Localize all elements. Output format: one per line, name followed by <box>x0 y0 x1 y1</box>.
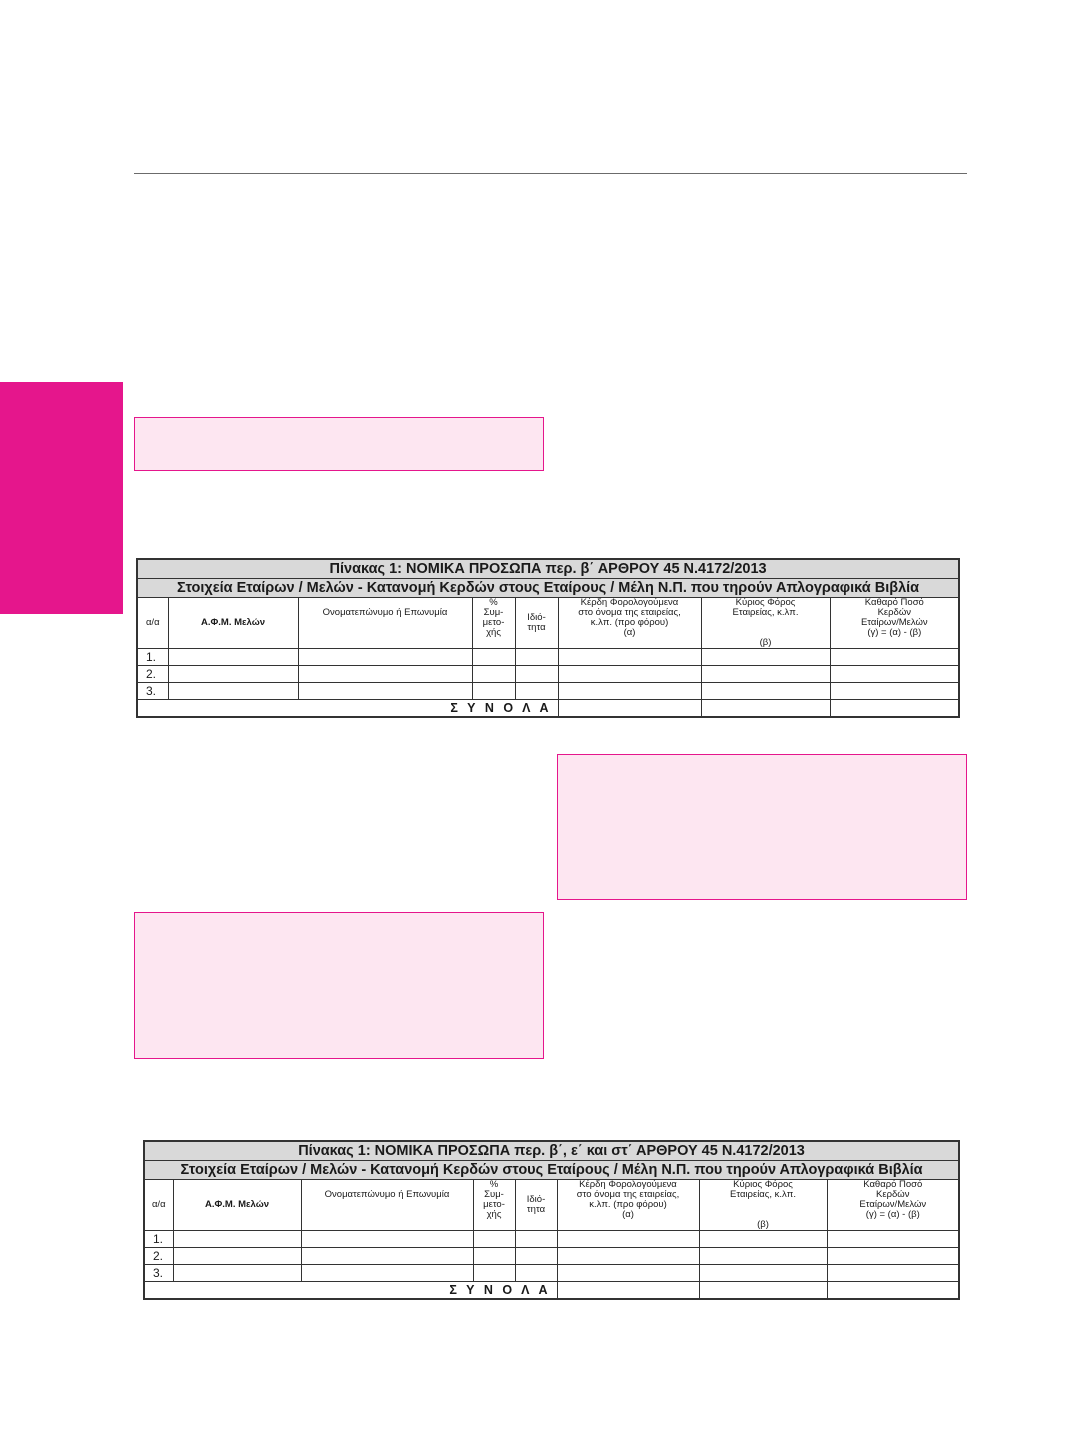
totals-row <box>137 700 959 718</box>
col-header-taxable-profits: Κέρδη Φορολογούμενα στο όνομα της εταιρείας, κ.λπ. (προ φόρου) (α) <box>558 598 701 649</box>
afm-cell[interactable] <box>173 1231 301 1248</box>
col-header-aa: α/α <box>144 1180 173 1231</box>
percentage-cell[interactable] <box>472 649 515 666</box>
identity-cell[interactable] <box>515 1265 557 1282</box>
afm-cell[interactable] <box>168 649 298 666</box>
tax-cell[interactable] <box>701 666 830 683</box>
total-profits-cell[interactable] <box>558 700 701 718</box>
name-cell[interactable] <box>298 649 472 666</box>
tax-cell[interactable] <box>701 683 830 700</box>
profits-cell[interactable] <box>558 683 701 700</box>
identity-cell[interactable] <box>515 1248 557 1265</box>
table-row <box>137 683 959 700</box>
table-row <box>137 666 959 683</box>
note-box-1 <box>134 417 544 471</box>
percentage-cell[interactable] <box>473 1231 515 1248</box>
col-header-main-tax: Κύριος Φόρος Εταιρείας, κ.λπ. (β) <box>701 598 830 649</box>
row-number: 3. <box>137 683 168 700</box>
totals-row <box>144 1282 959 1300</box>
section-side-tab <box>0 382 123 614</box>
tax-cell[interactable] <box>699 1265 827 1282</box>
row-number: 1. <box>137 649 168 666</box>
row-number: 2. <box>137 666 168 683</box>
total-net-cell[interactable] <box>827 1282 959 1300</box>
col-header-identity: Ιδιό- τητα <box>515 1180 557 1231</box>
percentage-cell[interactable] <box>472 683 515 700</box>
net-cell[interactable] <box>827 1231 959 1248</box>
identity-cell[interactable] <box>515 649 558 666</box>
total-tax-cell[interactable] <box>701 700 830 718</box>
net-cell[interactable] <box>830 683 959 700</box>
header-rule <box>134 173 967 174</box>
note-box-2 <box>557 754 967 900</box>
tax-cell[interactable] <box>699 1231 827 1248</box>
col-header-percentage: % Συμ- μετο- χής <box>472 598 515 649</box>
name-cell[interactable] <box>301 1231 473 1248</box>
percentage-cell[interactable] <box>473 1265 515 1282</box>
table-subtitle: Στοιχεία Εταίρων / Μελών - Κατανομή Κερδών στους Εταίρους / Μέλη Ν.Π. που τηρούν Απλογραφικά Βιβλία <box>144 1161 959 1180</box>
net-cell[interactable] <box>830 649 959 666</box>
identity-cell[interactable] <box>515 683 558 700</box>
col-header-aa: α/α <box>137 598 168 649</box>
row-number: 2. <box>144 1248 173 1265</box>
percentage-cell[interactable] <box>472 666 515 683</box>
col-header-afm: Α.Φ.Μ. Μελών <box>168 598 298 649</box>
form-table-2 <box>143 1140 958 1300</box>
table-row <box>144 1231 959 1248</box>
note-box-3 <box>134 912 544 1059</box>
profits-cell[interactable] <box>558 649 701 666</box>
col-header-name: Ονοματεπώνυμο ή Επωνυμία <box>298 598 472 649</box>
col-header-net-profits: Καθαρό Ποσό Κερδών Εταίρων/Μελών (γ) = (α) - (β) <box>827 1180 959 1231</box>
col-header-main-tax: Κύριος Φόρος Εταιρείας, κ.λπ. (β) <box>699 1180 827 1231</box>
table-subtitle: Στοιχεία Εταίρων / Μελών - Κατανομή Κερδών στους Εταίρους / Μέλη Ν.Π. που τηρούν Απλογραφικά Βιβλία <box>137 579 959 598</box>
net-cell[interactable] <box>827 1265 959 1282</box>
table-row <box>144 1265 959 1282</box>
tax-cell[interactable] <box>699 1248 827 1265</box>
table-row <box>144 1248 959 1265</box>
col-header-net-profits: Καθαρό Ποσό Κερδών Εταίρων/Μελών (γ) = (α) - (β) <box>830 598 959 649</box>
table-row <box>137 649 959 666</box>
net-cell[interactable] <box>830 666 959 683</box>
name-cell[interactable] <box>298 666 472 683</box>
form-table-1 <box>136 558 958 718</box>
table-title: Πίνακας 1: ΝΟΜΙΚΑ ΠΡΟΣΩΠΑ περ. β΄ ΑΡΘΡΟΥ 45 Ν.4172/2013 <box>137 559 959 579</box>
totals-label: Σ Υ Ν Ο Λ Α <box>137 700 558 718</box>
col-header-afm: Α.Φ.Μ. Μελών <box>173 1180 301 1231</box>
afm-cell[interactable] <box>168 666 298 683</box>
col-header-taxable-profits: Κέρδη Φορολογούμενα στο όνομα της εταιρείας, κ.λπ. (προ φόρου) (α) <box>557 1180 699 1231</box>
identity-cell[interactable] <box>515 666 558 683</box>
afm-cell[interactable] <box>173 1265 301 1282</box>
table-title: Πίνακας 1: ΝΟΜΙΚΑ ΠΡΟΣΩΠΑ περ. β΄, ε΄ και στ΄ ΑΡΘΡΟΥ 45 Ν.4172/2013 <box>144 1141 959 1161</box>
identity-cell[interactable] <box>515 1231 557 1248</box>
profits-cell[interactable] <box>558 666 701 683</box>
col-header-name: Ονοματεπώνυμο ή Επωνυμία <box>301 1180 473 1231</box>
total-profits-cell[interactable] <box>557 1282 699 1300</box>
name-cell[interactable] <box>301 1248 473 1265</box>
col-header-identity: Ιδιό- τητα <box>515 598 558 649</box>
total-net-cell[interactable] <box>830 700 959 718</box>
total-tax-cell[interactable] <box>699 1282 827 1300</box>
profits-cell[interactable] <box>557 1248 699 1265</box>
row-number: 3. <box>144 1265 173 1282</box>
profits-cell[interactable] <box>557 1265 699 1282</box>
afm-cell[interactable] <box>168 683 298 700</box>
percentage-cell[interactable] <box>473 1248 515 1265</box>
tax-cell[interactable] <box>701 649 830 666</box>
net-cell[interactable] <box>827 1248 959 1265</box>
totals-label: Σ Υ Ν Ο Λ Α <box>144 1282 557 1300</box>
name-cell[interactable] <box>301 1265 473 1282</box>
afm-cell[interactable] <box>173 1248 301 1265</box>
col-header-percentage: % Συμ- μετο- χής <box>473 1180 515 1231</box>
row-number: 1. <box>144 1231 173 1248</box>
name-cell[interactable] <box>298 683 472 700</box>
profits-cell[interactable] <box>557 1231 699 1248</box>
